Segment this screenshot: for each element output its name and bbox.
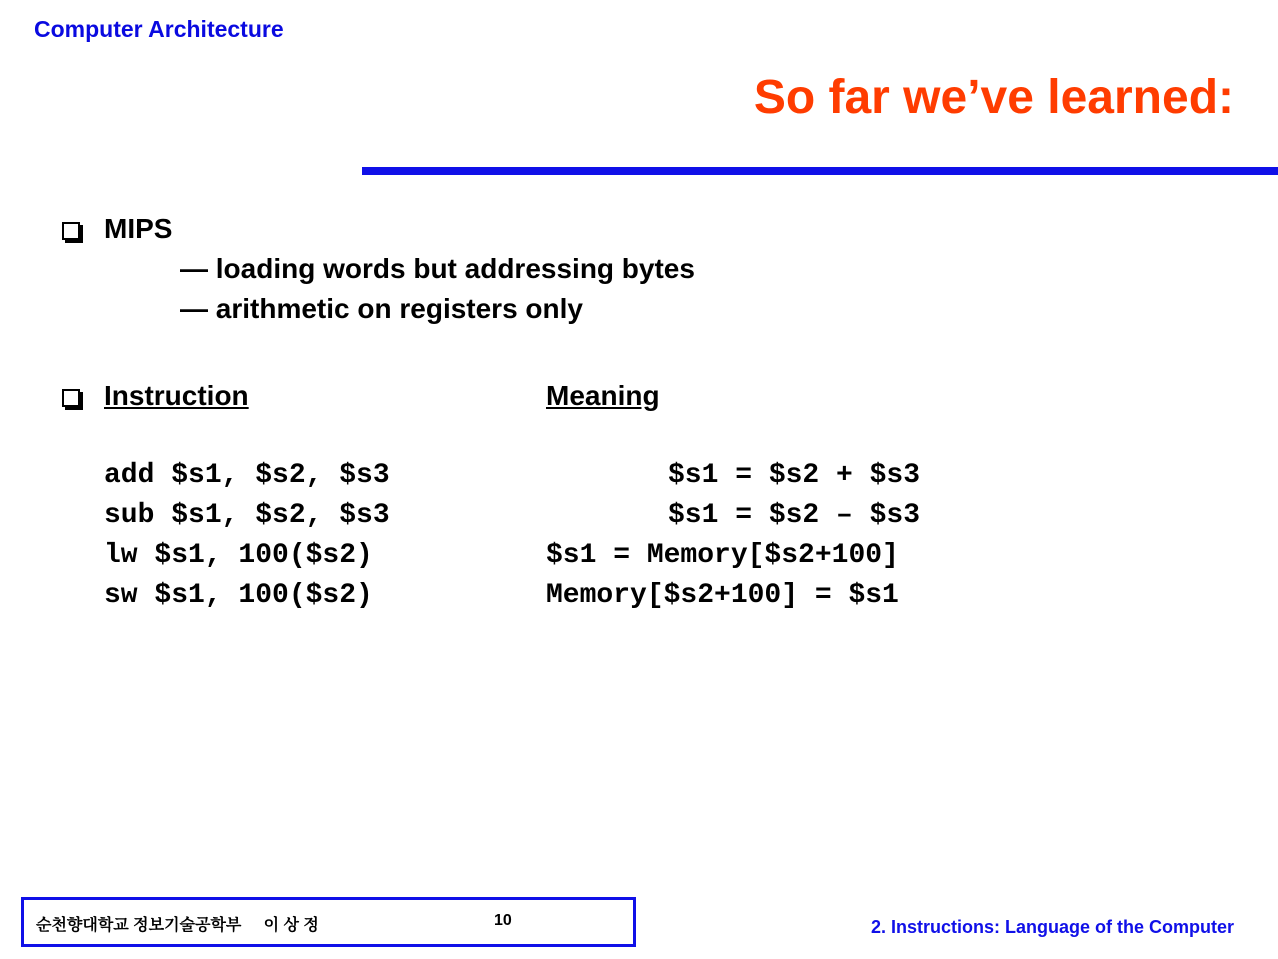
footer-institution bbox=[36, 912, 319, 935]
meaning-cell: Memory[$s2+100] = $s1 bbox=[546, 580, 899, 611]
page-number: 10 bbox=[494, 912, 512, 929]
title-underline-rule bbox=[362, 167, 1278, 175]
mips-point: — loading words but addressing bytes bbox=[180, 253, 695, 284]
instruction-column-header: Instruction bbox=[104, 380, 249, 411]
instruction-cell: add $s1, $s2, $s3 bbox=[104, 460, 390, 491]
slide-title: So far we’ve learned: bbox=[753, 71, 1234, 124]
checkbox-bullet-icon bbox=[62, 222, 80, 240]
institution-name: 순천향대학교 정보기술공학부 bbox=[36, 917, 242, 934]
mips-heading: MIPS bbox=[104, 213, 173, 244]
course-header: Computer Architecture bbox=[34, 16, 284, 42]
instruction-cell: sub $s1, $s2, $s3 bbox=[104, 500, 390, 531]
mips-point: — arithmetic on registers only bbox=[180, 293, 583, 324]
meaning-cell: $s1 = $s2 + $s3 bbox=[668, 460, 921, 491]
meaning-cell: $s1 = $s2 – $s3 bbox=[668, 500, 921, 531]
instruction-cell: sw $s1, 100($s2) bbox=[104, 580, 373, 611]
instruction-cell: lw $s1, 100($s2) bbox=[104, 540, 373, 571]
meaning-column-header: Meaning bbox=[546, 380, 660, 411]
checkbox-bullet-icon bbox=[62, 389, 80, 407]
meaning-cell: $s1 = Memory[$s2+100] bbox=[546, 540, 899, 571]
chapter-title: 2. Instructions: Language of the Computer bbox=[870, 917, 1234, 937]
author-name: 이 상 정 bbox=[263, 917, 319, 934]
